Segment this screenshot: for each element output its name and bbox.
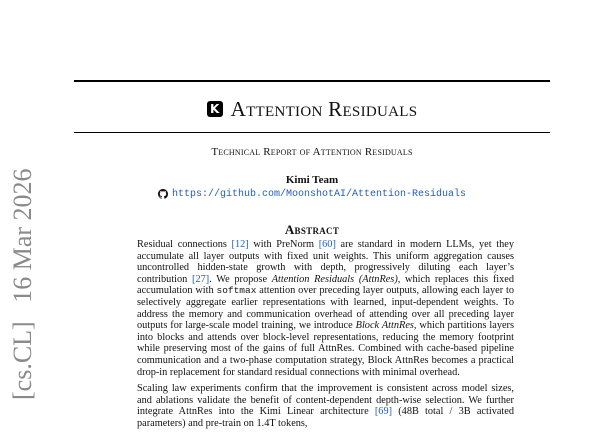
title-rule-top [74, 80, 550, 82]
repo-link-row [74, 187, 550, 201]
citation-link[interactable]: [12] [231, 239, 249, 250]
abstract-heading: Abstract [284, 222, 340, 237]
author-name: Kimi Team [285, 174, 339, 186]
abstract-paragraph-2: Scaling law experiments confirm that the improvement is consistent across model sizes, and ablations validate the benefit of content-dependent depth-wise selection. We further integrate AttnRes into the Kimi Linear architecture [69] (48B total / 3B activated parameters) and pre-train on 1.4T tokens, [137, 383, 514, 429]
repo-link[interactable]: https://github.com/MoonshotAI/Attention-Residuals [171, 188, 467, 200]
title-row [74, 96, 550, 122]
abstract-paragraph-1: Residual connections [12] with PreNorm [60] are standard in modern LLMs, yet they accumulate all layer outputs with fixed unit weights. This uniform aggregation causes uncontrolled hidden-state growth with depth, progressively diluting each layer’s contribution [27]. We propose Attention Residuals (AttnRes), which replaces this fixed accumulation with softmax attention over preceding layer outputs, allowing each layer to selectively aggregate earlier representations with learned, input-dependent weights. To address the memory and communication overhead of attending over all preceding layer outputs for large-scale model training, we introduce Block AttnRes, which partitions layers into blocks and attends over block-level representations, reducing the memory footprint while preserving most of the gains of full AttnRes. Combined with cache-based pipeline communication and a two-phase computation strategy, Block AttnRes becomes a practical drop-in replacement for standard residual connections with minimal overhead. [137, 239, 515, 378]
citation-link[interactable]: [60] [318, 239, 336, 250]
citation-link[interactable]: [69] [374, 406, 393, 418]
emphasis-text: Attention Residuals (AttnRes) [271, 273, 398, 285]
paper-title: Attention Residuals [230, 97, 418, 121]
kimi-logo-icon: K [207, 101, 223, 117]
arxiv-stamp [4, 70, 42, 400]
code-text: softmax [216, 285, 257, 297]
title-rule-bottom [74, 132, 550, 133]
arxiv-date: 16 Mar 2026 [8, 168, 37, 303]
abstract-body [137, 239, 514, 435]
github-icon [158, 189, 168, 199]
citation-link[interactable]: [27] [192, 273, 210, 285]
emphasis-text: Block AttnRes [355, 320, 414, 332]
paper-subtitle: Technical Report of Attention Residuals [211, 146, 413, 158]
arxiv-category: [cs.CL] [8, 321, 37, 400]
